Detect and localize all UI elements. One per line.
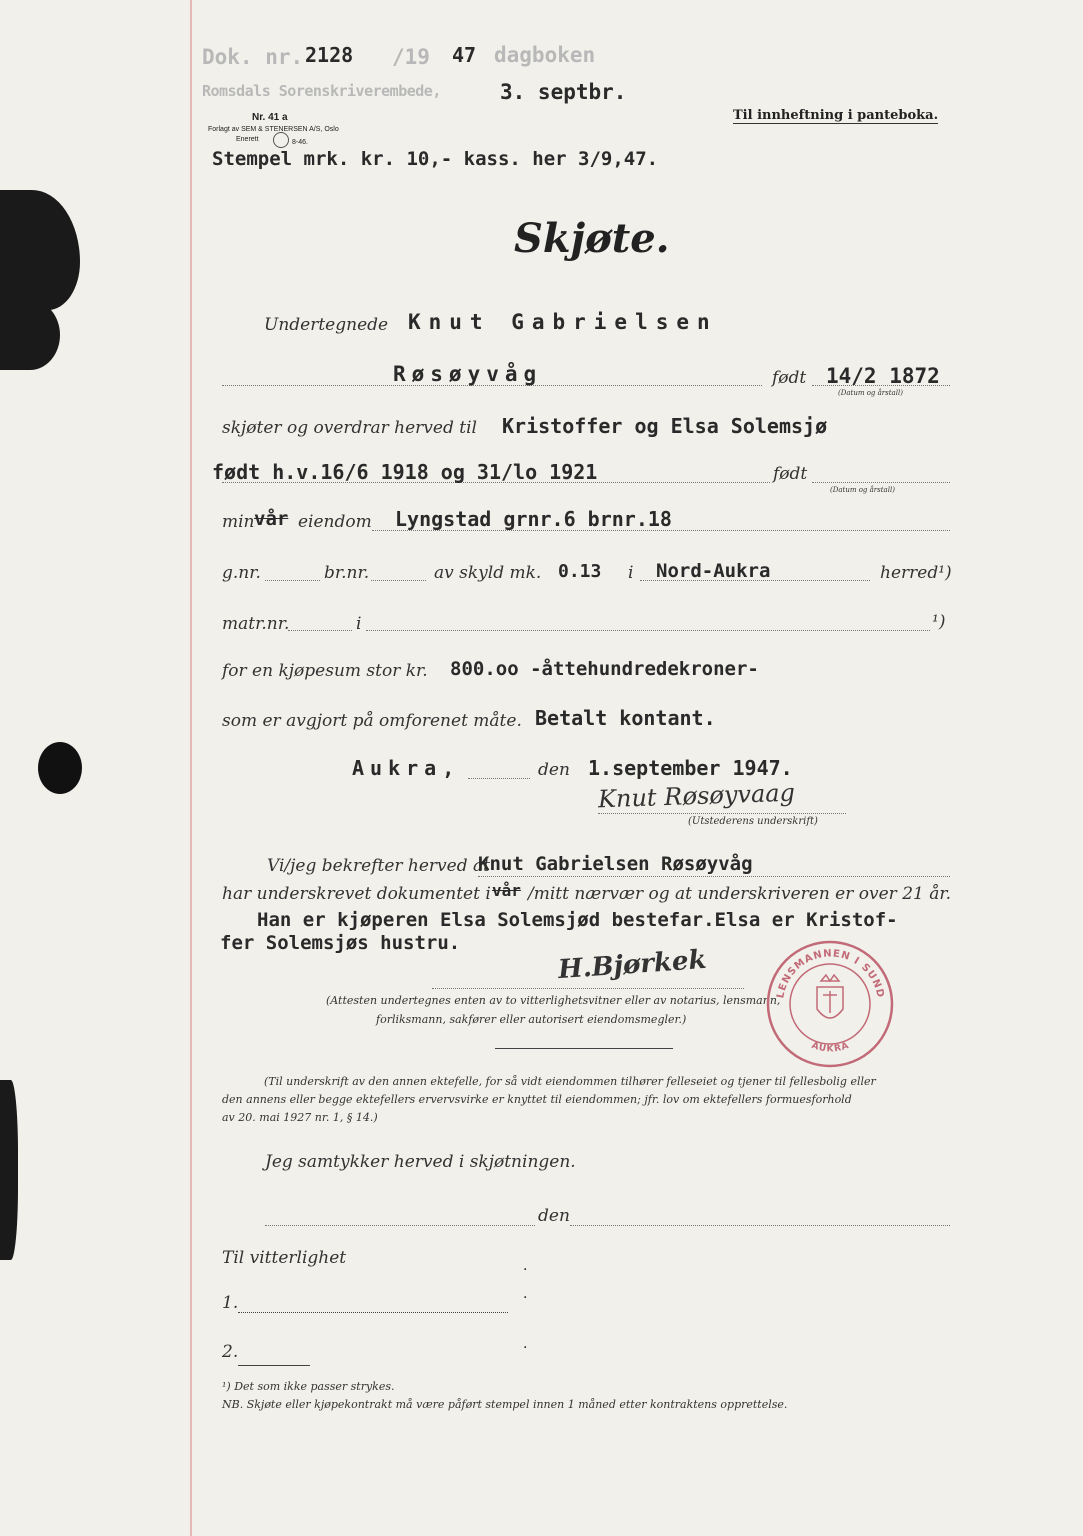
herred-label: herred¹) [880,563,952,583]
attest-instructions-1: (Attesten undertegnes enten av to vitterlighetsvitner eller av notarius, lensmann, [326,994,781,1007]
dotted-line [570,1225,950,1226]
dotted-line [371,580,426,581]
binding-note: Til innheftning i panteboka. [733,108,939,123]
coat-of-arms-icon [817,975,843,1018]
stamp-line: Stempel mrk. kr. 10,- kass. her 3/9,47. [212,148,659,170]
buyer-born-label: født [773,464,808,484]
matr-label: matr.nr. [222,614,290,634]
property-label: eiendom [298,512,372,532]
witness-1-number: 1. [222,1293,239,1313]
witness-2-number: 2. [222,1342,239,1362]
matr-footnote: ¹) [932,612,946,632]
ink-blot [0,1080,18,1260]
paid-prefix: som er avgjort på omforenet måte. [222,711,522,731]
publisher-date: 8-46. [292,139,308,146]
attest-name: Knut Gabrielsen Røsøyvåg [478,853,753,875]
dagbok-label: dagboken [494,43,596,67]
dot-mark: · [523,1290,528,1306]
form-number: Nr. 41 a [252,112,288,123]
year: 47 [452,43,477,67]
attest-note-line1: Han er kjøperen Elsa Solemsjød bestefar.Elsa er Kristof- [257,909,898,931]
svg-text:AUKRA [810,1041,851,1055]
dot-mark: · [523,1262,528,1278]
price-prefix: for en kjøpesum stor kr. [222,661,428,681]
punch-hole [38,742,82,794]
dotted-line [468,778,530,779]
footnote-nb: NB. Skjøte eller kjøpekontrakt må være påført stempel innen 1 måned etter kontraktens opprettelse. [222,1398,788,1411]
spouse-note-line1: (Til underskrift av den annen ektefelle, for så vidt eiendommen tilhører felleseiet og tjener til fellesbolig eller [264,1075,876,1088]
owner-struck: vår [254,508,289,530]
dotted-line [265,1225,535,1226]
dotted-line [478,876,950,877]
document-title: Skjøte. [514,215,670,262]
spouse-note-line3: av 20. mai 1927 nr. 1, § 14.) [222,1111,378,1124]
witness-signature: H.Bjørkek [557,944,708,986]
seller-born-hint: (Datum og årstall) [838,389,903,397]
dotted-line [366,630,930,631]
year-prefix: /19 [392,45,430,69]
skyld-value: 0.13 [558,561,602,582]
attest-line2-b: /mitt nærvær og at underskriveren er over 21 år. [528,884,952,904]
consent-text: Jeg samtykker herved i skjøtningen. [265,1152,576,1172]
footnote-1: ¹) Det som ikke passer strykes. [222,1380,395,1393]
paid-method: Betalt kontant. [535,706,716,730]
consent-den: den [538,1206,570,1226]
seller-born-label: født [772,368,807,388]
stamp-top-text: LENSMANNEN I SUND [775,948,886,1000]
attest-prefix: Vi/jeg bekrefter herved at [267,856,490,876]
divider-line [495,1048,673,1049]
dok-number: 2128 [305,43,354,67]
lensmann-stamp [763,937,898,1072]
witness-1-line [238,1312,508,1313]
buyer-name: Kristoffer og Elsa Solemsjø [502,414,828,438]
margin-line [190,0,192,1536]
buyer-prefix: skjøter og overdrar herved til [222,418,477,438]
owner-prefix: min [222,512,255,532]
skyld-i-label: i [628,563,634,583]
property-name: Lyngstad grnr.6 brnr.18 [395,507,672,531]
publisher-logo-icon [273,132,289,148]
seller-label: Undertegnede [264,315,389,335]
ink-blot [0,300,60,370]
attest-instructions-2: forliksmann, sakfører eller autorisert eiendomsmegler.) [376,1013,687,1026]
header-date: 3. septbr. [500,80,627,104]
buyer-born-text: født h.v.16/6 1918 og 31/lo 1921 [212,460,598,484]
signing-den: den [538,760,570,780]
dotted-line [432,988,744,989]
seller-name: Knut Gabrielsen [408,310,718,334]
dotted-line [598,813,846,814]
dot-mark: · [523,1340,528,1356]
office-name: Romsdals Sorenskriverembede, [202,82,441,100]
signature-label: (Utstederens underskrift) [688,816,818,827]
witness-label: Til vitterlighet [222,1248,347,1268]
witness-2-line [238,1365,310,1366]
dok-prefix: Dok. nr. [202,45,304,69]
seller-born-date: 14/2 1872 [826,364,940,388]
buyer-born-hint: (Datum og årstall) [830,486,895,494]
attest-line2-a: har underskrevet dokumentet i [222,884,491,904]
gnr-label: g.nr. [222,563,261,583]
signing-place: Aukra, [352,756,461,780]
matr-i-label: i [356,614,362,634]
dotted-line [812,482,950,483]
brnr-label: br.nr. [324,563,370,583]
seller-signature: Knut Røsøyvaag [597,778,796,814]
dotted-line [288,630,352,631]
publisher-enerett: Enerett [236,136,259,143]
price-amount: 800.oo -åttehundredekroner- [450,658,759,680]
spouse-note-line2: den annens eller begge ektefellers ervervsvirke er knyttet til eiendommen; jfr. lov om ektefellers formuesforhold [222,1093,852,1106]
attest-struck: vår [492,881,521,900]
herred-name: Nord-Aukra [656,560,771,582]
stamp-bottom-text: AUKRA [810,1040,851,1055]
attest-note-line2: fer Solemsjøs hustru. [220,932,461,954]
seller-place: Røsøyvåg [393,362,543,386]
publisher-line: Forlagt av SEM & STENERSEN A/S, Oslo [208,126,339,133]
skyld-label: av skyld mk. [434,563,542,583]
ink-blot [0,190,80,310]
signing-date: 1.september 1947. [588,756,793,780]
dotted-line [265,580,320,581]
